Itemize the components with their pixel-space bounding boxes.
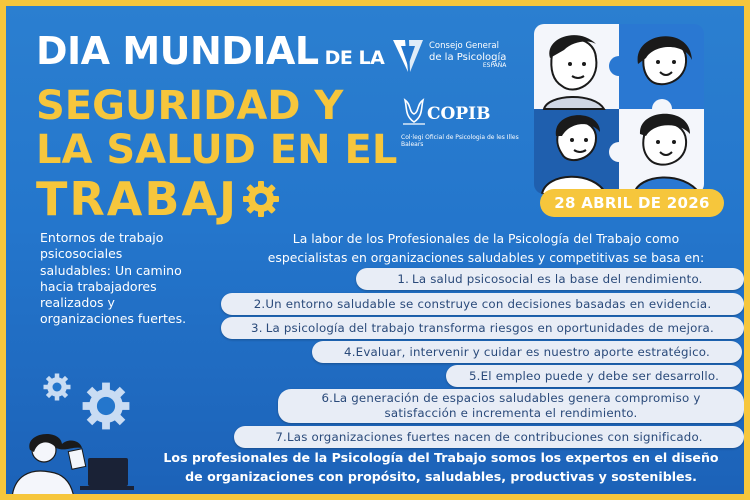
copib-name: COPIB	[427, 104, 491, 124]
list-item-1: 1. La salud psicosocial es la base del rendimiento.	[356, 268, 744, 290]
list-item-2: 2. Un entorno saludable se construye con decisiones basadas en evidencia.	[221, 293, 744, 315]
intro-line-2: especialistas en organizaciones saludables y competitivas se basa en:	[267, 250, 705, 266]
copib-logo	[401, 98, 519, 149]
list-item-6: 6.La generación de espacios saludables genera compromiso y satisfacción e incrementa el rendimiento.	[278, 389, 744, 423]
consejo-line-2: de la Psicología	[429, 51, 507, 63]
title-line-2: SEGURIDAD Y	[36, 83, 344, 129]
copib-subtitle: Col·legi Oficial de Psicologia de les Illes Balears	[401, 134, 519, 149]
gear-small-icon	[42, 372, 72, 402]
footer-line-2: de organizaciones con propósito, saludables, productivas y sostenibles.	[185, 468, 697, 484]
list-item-3: 3. La psicología del trabajo transforma riesgos en oportunidades de mejora.	[221, 317, 744, 339]
title-trabaj-text: TRABAJ	[36, 172, 239, 226]
list-item-5: 5. El empleo puede y debe ser desarrollo.	[446, 365, 742, 387]
intro-text	[236, 229, 736, 267]
left-tagline: Entornos de trabajo psicosociales saludables: Un camino hacia trabajadores realizados y organizaciones fuertes.	[40, 230, 187, 327]
consejo-line-1: Consejo General	[429, 40, 499, 51]
consejo-line-3: ESPAÑA	[482, 62, 507, 70]
gear-icon	[241, 179, 281, 219]
consejo-emblem-icon	[391, 36, 425, 76]
list-item-7: 7. Las organizaciones fuertes nacen de contribuciones con significado.	[234, 426, 744, 448]
title-line-3: LA SALUD EN EL	[36, 127, 398, 173]
intro-line-1: La labor de los Profesionales de la Psicología del Trabajo como	[292, 231, 680, 246]
date-badge: 28 ABRIL DE 2026	[540, 189, 724, 217]
title-small-text: DE LA	[324, 47, 385, 69]
person-laptop-illustration	[10, 428, 136, 498]
gear-large-icon	[80, 380, 132, 432]
footer-line-1: Los profesionales de la Psicología del Trabajo somos los expertos en el diseño	[163, 450, 719, 465]
list-item-4: 4. Evaluar, intervenir y cuidar es nuestro aporte estratégico.	[312, 341, 742, 363]
title-main-text: DIA MUNDIAL	[36, 29, 319, 73]
consejo-general-logo	[391, 36, 506, 76]
title-line-4	[36, 172, 281, 226]
footer-text	[136, 449, 746, 487]
puzzle-people-illustration	[534, 24, 704, 194]
copib-emblem-icon	[401, 98, 427, 128]
title-line-1	[36, 29, 385, 73]
